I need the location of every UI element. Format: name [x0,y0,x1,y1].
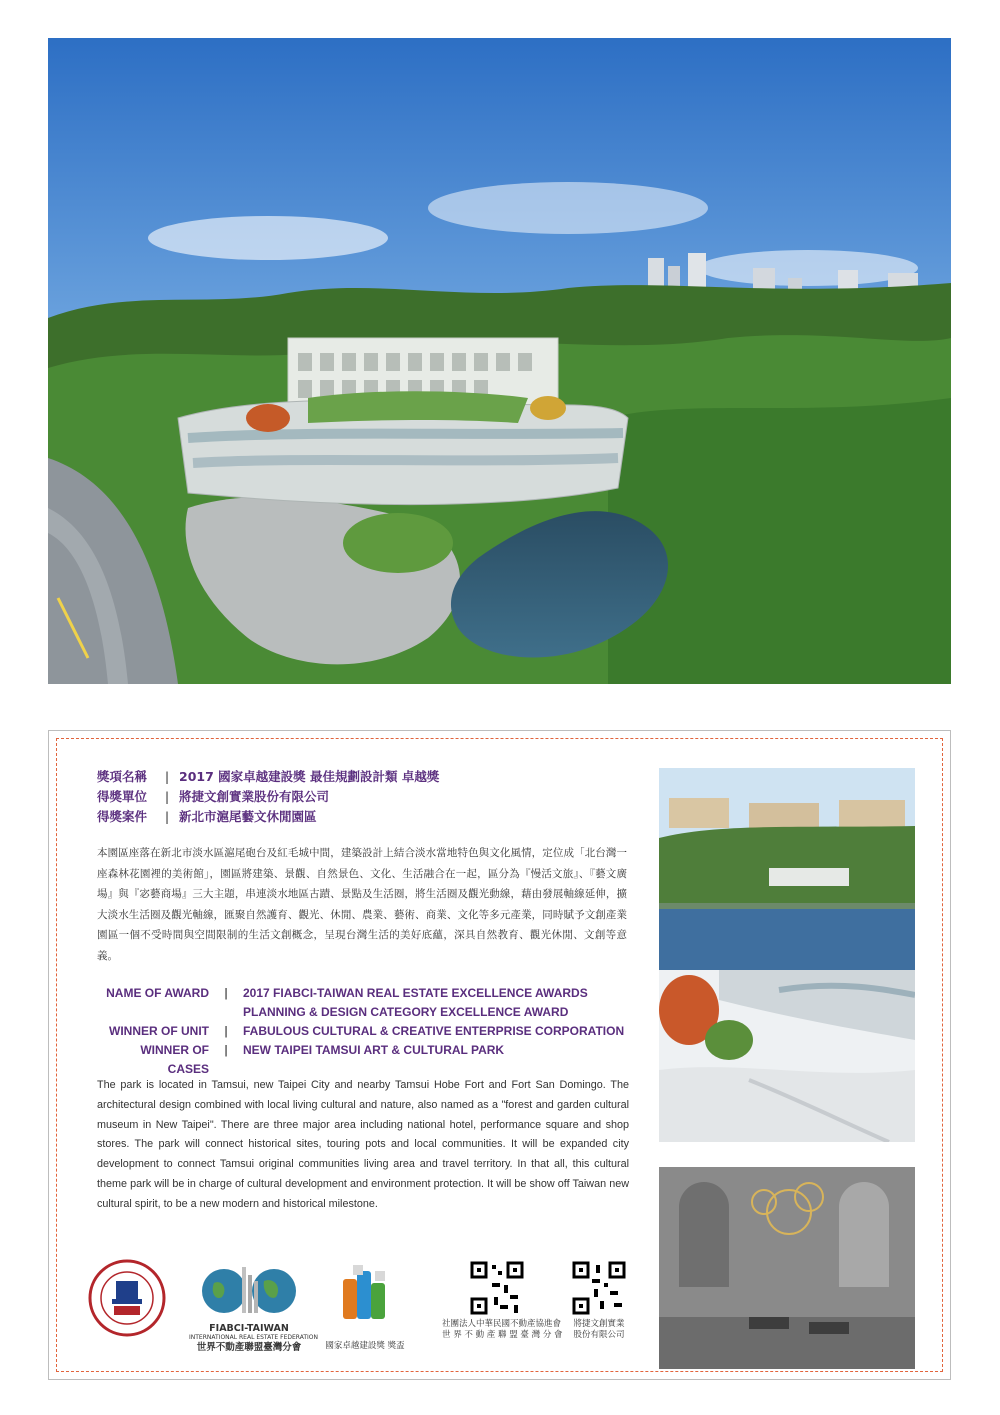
qr-code-icon [572,1261,626,1315]
dashed-frame [56,738,943,1372]
description-zh: 本園區座落在新北市淡水區滬尾砲台及紅毛城中間，建築設計上結合淡水當地特色與文化風情，定位成「北台灣一座森林花園裡的美術館」，園區將建築、景觀、自然景色、文化、生活融合在一起，區分為『慢活文旅』、『藝文廣場』與『宓藝商場』三大主題，串連淡水地區古蹟、景點及生活圈，將生活圈及觀光動線，藉由發展軸線延伸，擴大淡水生活圈及觀光軸線，匯聚自然護育、觀光、休閒、農業、藝術、商業、文化等多元產業，同時賦予文創產業園區一個不受時間與空間限制的生活文創概念，呈現台灣生活的美好底蘊，深具自然教育、觀光休閒、文創等意義。 [97,847,627,962]
separator: | [224,986,228,1000]
separator: | [164,809,170,824]
separator: | [224,1043,228,1057]
qr1-caption-2: 世 界 不 動 產 聯 盟 臺 灣 分 會 [442,1330,563,1340]
winner-unit-row-zh [97,787,439,807]
award-info-zh [97,767,439,827]
trophy-icon [335,1259,395,1337]
sponsor-logos [87,1259,647,1369]
riverside-view-photo [659,768,915,975]
qr1-caption-1: 社團法人中華民國不動產協進會 [442,1319,562,1329]
separator: | [164,769,170,784]
qr2-caption-1: 將捷文創實業 [573,1319,625,1329]
label: NAME OF AWARD [106,986,209,1000]
value: 2017 國家卓越建設獎 最佳規劃設計類 卓越獎 [179,769,440,784]
value: 新北市滬尾藝文休閒園區 [179,809,317,824]
excellence-trophy [315,1259,415,1352]
fiabci-globe-icon [194,1261,304,1319]
label: 得獎單位 [97,789,148,804]
qr-code-icon [470,1261,524,1315]
award-name-row-en [97,984,643,1022]
value: 將捷文創實業股份有限公司 [179,789,330,804]
company-qr [559,1261,639,1341]
qr2-caption-2: 股份有限公司 [573,1330,625,1340]
aerial-park-rendering [48,38,951,684]
label: WINNER OF CASES [140,1043,209,1076]
association-seal-icon [88,1259,166,1337]
info-card [48,730,951,1380]
fiabci-subtitle: INTERNATIONAL REAL ESTATE FEDERATION [189,1334,318,1341]
label: WINNER OF UNIT [109,1024,209,1038]
trophy-caption: 國家卓越建設獎 獎盃 [325,1341,405,1351]
value: FABULOUS CULTURAL & CREATIVE ENTERPRISE CORPORATION [243,1024,625,1038]
value: 2017 FIABCI-TAIWAN REAL ESTATE EXCELLENCE AWARDS PLANNING & DESIGN CATEGORY EXCELLENCE AWARD [243,986,588,1019]
award-info-en [97,984,643,1079]
value: NEW TAIPEI TAMSUI ART & CULTURAL PARK [243,1043,505,1057]
hero-rendering [48,38,951,684]
fiabci-name-zh: 世界不動產聯盟臺灣分會 [196,1342,302,1353]
award-name-row-zh [97,767,439,787]
association-qr [442,1261,563,1341]
plaza-rendering-photo [659,970,915,1142]
winner-unit-row-en [97,1022,643,1041]
separator: | [164,789,170,804]
winner-case-row-en [97,1041,643,1079]
label: 得獎案件 [97,809,148,824]
label: 獎項名稱 [97,769,148,784]
fiabci-name: FIABCI-TAIWAN [209,1323,289,1334]
winner-case-row-zh [97,807,439,827]
description-en: The park is located in Tamsui, new Taipei City and nearby Tamsui Hobe Fort and Fort San Domingo. The architectural design combined with local living cultural and nature, also named as a "forest and garden cultural museum in New Taipei". There are three major area including national hotel, performance square and shop stores. The park will connect historical sites, touring pots and local communities. It will be expanded city development to connect Tamsui original communities living area and travel territory. In that all, this cultural theme park will be in charge of cultural development and environment protection. It will be show off Taiwan new cultural spirit, to be a new modern and historical milestone. [97,1079,629,1210]
interior-hall-rendering-photo [659,1167,915,1369]
fiabci-taiwan-logo [189,1261,318,1353]
real-estate-association-seal [87,1259,167,1341]
separator: | [224,1024,228,1038]
